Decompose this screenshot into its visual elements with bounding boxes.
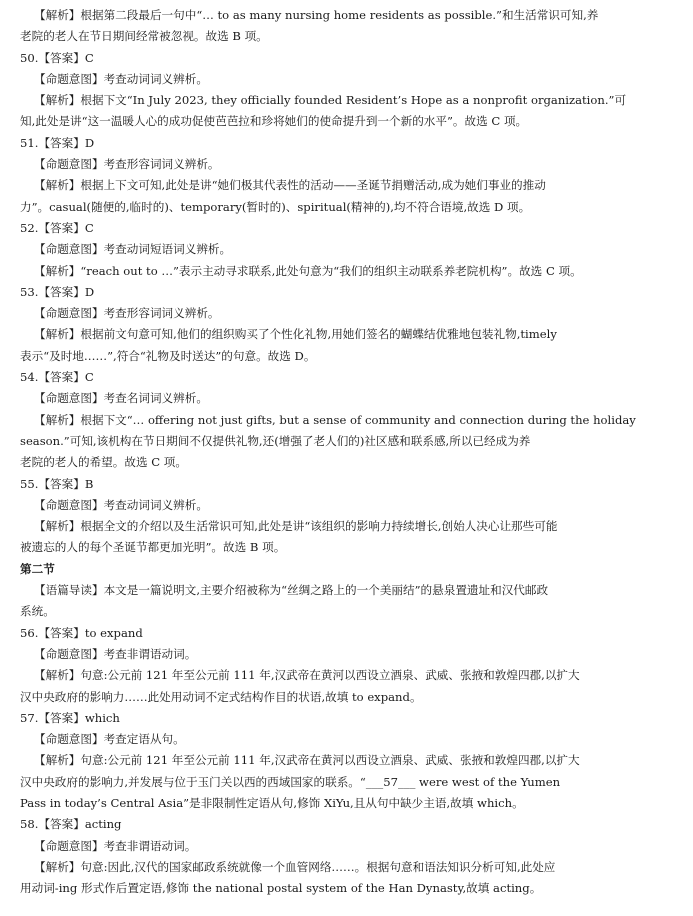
- text-line: 52.【答案】C: [20, 220, 94, 235]
- text-line: 58.【答案】acting: [20, 817, 122, 832]
- text-line: 第二节: [20, 561, 55, 576]
- text-line: 【解析】“reach out to …”表示主动寻求联系,此处句意为“我们的组织主动联系养老院机构”。故选 C 项。: [34, 263, 582, 278]
- text-line: 【解析】根据下文“In July 2023, they officially founded Resident’s Hope as a nonprofit organization.”可: [34, 93, 627, 108]
- text-line: 【命题意图】考查动词词义辨析。: [34, 497, 208, 512]
- text-line: 【命题意图】考查形容词词义辨析。: [34, 306, 220, 321]
- text-line: 力”。casual(随便的,临时的)、temporary(暂时的)、spiritual(精神的),均不符合语境,故选 D 项。: [20, 199, 531, 214]
- text-line: 51.【答案】D: [20, 135, 95, 150]
- text-line: 57.【答案】which: [20, 710, 120, 725]
- text-line: 55.【答案】B: [20, 476, 94, 491]
- text-line: 【命题意图】考查非谓语动词。: [34, 838, 197, 853]
- text-line: 【命题意图】考查动词词义辨析。: [34, 71, 208, 86]
- text-line: Pass in today’s Central Asia”是非限制性定语从句,修饰 XiYu,且从句中缺少主语,故填 which。: [20, 795, 524, 810]
- text-line: 系统。: [20, 604, 55, 619]
- answer-explanations: [20, 5, 671, 899]
- text-line: 【命题意图】考查名词词义辨析。: [34, 391, 208, 406]
- text-line: 知,此处是讲“这一温暖人心的成功促使芭芭拉和珍将她们的使命提升到一个新的水平”。故选 C 项。: [20, 114, 528, 129]
- text-line: 53.【答案】D: [20, 284, 95, 299]
- text-line: 表示“及时地……”,符合“礼物及时送达”的句意。故选 D。: [20, 348, 316, 363]
- text-line: 56.【答案】to expand: [20, 625, 143, 640]
- text-line: 【解析】根据全文的介绍以及生活常识可知,此处是讲“该组织的影响力持续增长,创始人决心让那些可能: [34, 519, 558, 534]
- text-line: 【解析】根据前文句意可知,他们的组织购买了个性化礼物,用她们签名的蝴蝶结优雅地包装礼物,timely: [34, 327, 557, 342]
- text-line: 【命题意图】考查动词短语词义辨析。: [34, 242, 232, 257]
- text-line: 【解析】句意:因此,汉代的国家邮政系统就像一个血管网络……。根据句意和语法知识分析可知,此处应: [34, 859, 556, 874]
- text-line: 老院的老人在节日期间经常被忽视。故选 B 项。: [20, 29, 268, 44]
- text-line: 汉中央政府的影响力……此处用动词不定式结构作目的状语,故填 to expand。: [20, 689, 422, 704]
- text-line: 【解析】句意:公元前 121 年至公元前 111 年,汉武帝在黄河以西设立酒泉、武威、张掖和敦煌四郡,以扩大: [34, 668, 580, 683]
- text-line: 【语篇导读】本文是一篇说明文,主要介绍被称为“丝绸之路上的一个美丽结”的悬泉置遗址和汉代邮政: [34, 583, 549, 598]
- text-line: 老院的老人的希望。故选 C 项。: [20, 455, 187, 470]
- text-line: 【命题意图】考查非谓语动词。: [34, 646, 197, 661]
- text-line: 【命题意图】考查定语从句。: [34, 732, 185, 747]
- text-line: 50.【答案】C: [20, 50, 94, 65]
- text-line: 汉中央政府的影响力,并发展与位于玉门关以西的西域国家的联系。“___57___ were west of the Yumen: [20, 774, 561, 789]
- text-line: 【解析】根据下文“… offering not just gifts, but a sense of community and connection during the holiday: [34, 412, 636, 427]
- text-line: 被遗忘的人的每个圣诞节都更加光明”。故选 B 项。: [20, 540, 286, 555]
- text-line: 用动词-ing 形式作后置定语,修饰 the national postal system of the Han Dynasty,故填 acting。: [20, 881, 542, 896]
- text-line: season.”可知,该机构在节日期间不仅提供礼物,还(增强了老人们的)社区感和联系感,所以已经成为养: [20, 433, 531, 448]
- text-line: 【解析】根据第二段最后一句中“… to as many nursing home residents as possible.”和生活常识可知,养: [34, 8, 599, 22]
- text-line: 【解析】句意:公元前 121 年至公元前 111 年,汉武帝在黄河以西设立酒泉、武威、张掖和敦煌四郡,以扩大: [34, 753, 580, 768]
- text-line: 【命题意图】考查形容词词义辨析。: [34, 157, 220, 172]
- text-line: 54.【答案】C: [20, 370, 94, 385]
- text-line: 【解析】根据上下文可知,此处是讲“她们极其代表性的活动——圣诞节捐赠活动,成为她们事业的推动: [34, 178, 546, 193]
